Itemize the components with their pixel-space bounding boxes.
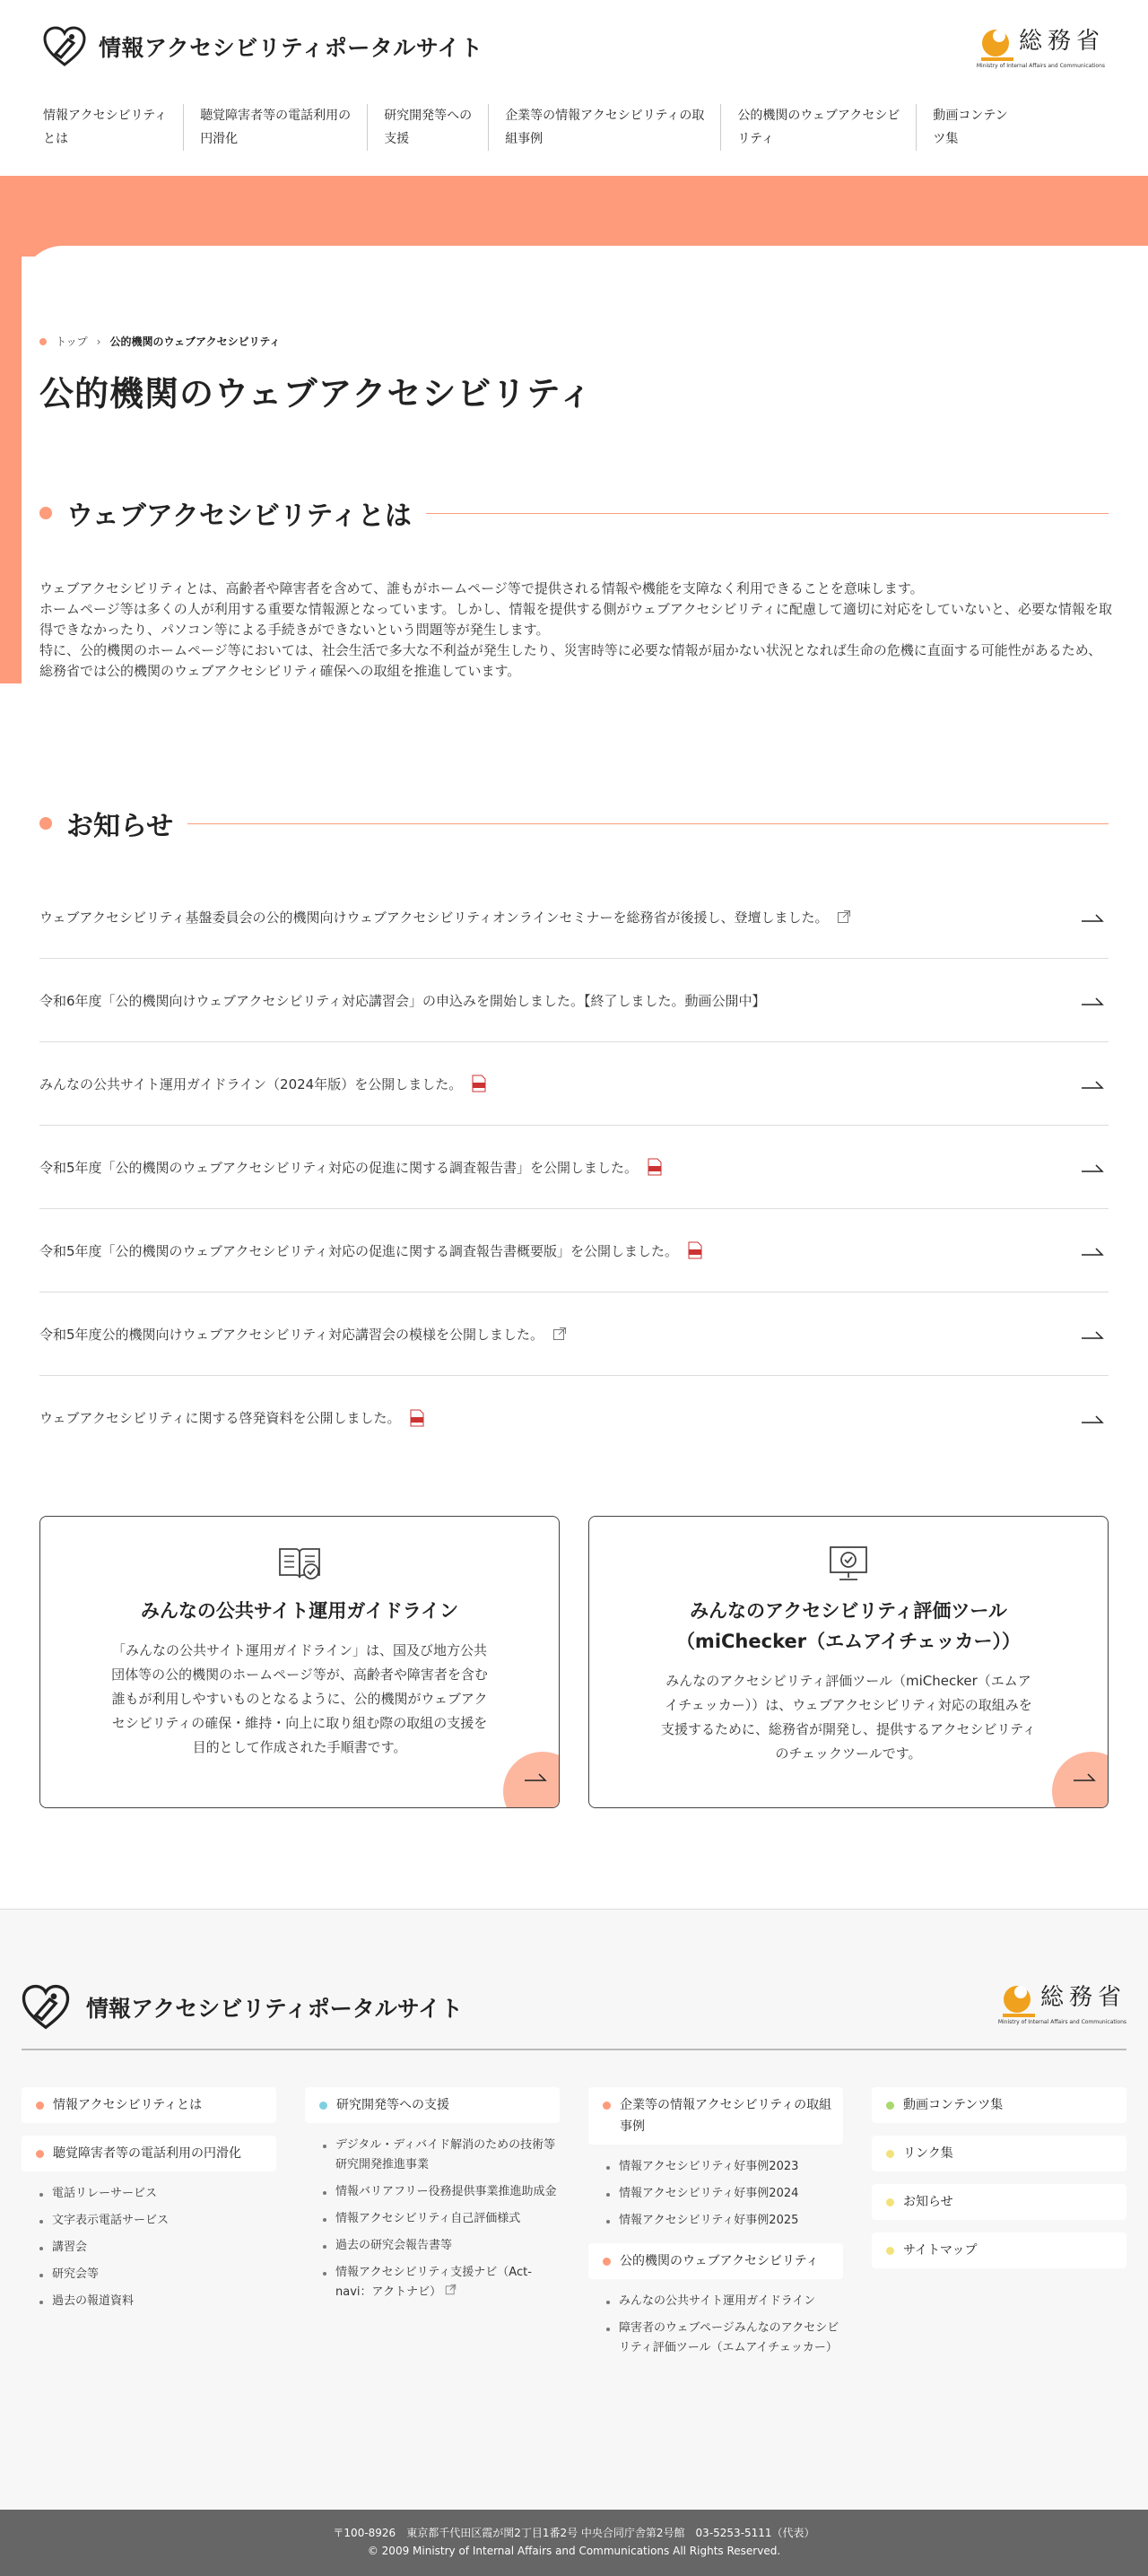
section-heading-about	[39, 493, 1109, 533]
bullet-dot	[603, 2258, 611, 2266]
news-item-text: ウェブアクセシビリティ基盤委員会の公的機関向けウェブアクセシビリティオンラインセミナーを総務省が後援し、登壇しました。	[39, 909, 829, 926]
nav-item-videos[interactable]: 動画コンテン ツ集	[916, 104, 1023, 151]
site-title: 情報アクセシビリティポータルサイト	[99, 35, 483, 61]
card-arrow-button[interactable]	[1052, 1752, 1109, 1808]
news-item-text: 令和6年度「公的機関向けウェブアクセシビリティ対応講習会」の申込みを開始しました。【終了しました。動画公開中】	[39, 992, 766, 1009]
pdf-icon	[471, 1075, 487, 1092]
footer-link-videos[interactable]: 動画コンテンツ集	[872, 2087, 1126, 2123]
hero-band	[0, 176, 1148, 257]
pdf-icon	[409, 1409, 425, 1427]
heart-hand-icon	[20, 1981, 72, 2033]
footer-sublink[interactable]: デジタル・ディバイド解消のための技術等研究開発推進事業	[321, 2132, 560, 2179]
footer-link-news[interactable]: お知らせ	[872, 2184, 1126, 2220]
monitor-check-icon	[825, 1544, 872, 1583]
site-footer	[0, 1909, 1148, 2510]
external-link-icon	[445, 2284, 457, 2295]
breadcrumb-dot	[39, 338, 47, 345]
mic-logo-link[interactable]	[976, 27, 1105, 69]
bullet-dot	[603, 2102, 611, 2110]
arrow-right-icon	[1080, 1161, 1105, 1173]
bullet-dot	[886, 2247, 894, 2255]
news-item[interactable]	[39, 1126, 1109, 1209]
footer-sublist	[588, 2154, 843, 2234]
news-item-text: 令和5年度公的機関向けウェブアクセシビリティ対応講習会の模様を公開しました。	[39, 1326, 544, 1343]
footer-link-sitemap[interactable]: サイトマップ	[872, 2232, 1126, 2268]
breadcrumb-separator: ›	[96, 335, 101, 348]
news-list	[39, 875, 1109, 1459]
intro-text	[39, 579, 1112, 682]
footer-bottom-bar	[0, 2510, 1148, 2576]
pdf-icon	[687, 1241, 703, 1259]
footer-link-public-web[interactable]: 公的機関のウェブアクセシビリティ	[588, 2243, 843, 2279]
footer-column	[588, 2087, 843, 2371]
footer-divider	[22, 2049, 1126, 2050]
footer-sublink[interactable]: 障害者のウェブページみんなのアクセシビリティ評価ツール（エムアイチェッカー）	[604, 2315, 843, 2362]
news-item-text: みんなの公共サイト運用ガイドライン（2024年版）を公開しました。	[39, 1075, 463, 1092]
footer-copyright: © 2009 Ministry of Internal Affairs and Communications All Rights Reserved.	[367, 2545, 781, 2557]
section-heading-news	[39, 804, 1109, 843]
heading-dot	[39, 507, 52, 519]
nav-item-research[interactable]: 研究開発等への 支援	[367, 104, 488, 151]
news-item[interactable]	[39, 1209, 1109, 1292]
book-check-icon	[276, 1544, 323, 1583]
breadcrumb	[39, 334, 280, 349]
section-title-about: ウェブアクセシビリティとは	[66, 500, 412, 532]
footer-sublink[interactable]: 過去の研究会報告書等	[321, 2232, 560, 2259]
arrow-right-icon	[1080, 1244, 1105, 1257]
mic-emblem-icon	[1003, 1983, 1035, 2019]
arrow-right-icon	[1080, 1077, 1105, 1090]
footer-column	[305, 2087, 560, 2315]
bullet-dot	[886, 2150, 894, 2158]
footer-site-title: 情報アクセシビリティポータルサイト	[86, 1996, 464, 2022]
bullet-dot	[886, 2102, 894, 2110]
mic-name: 総務省	[1039, 1984, 1126, 2011]
footer-column	[872, 2087, 1126, 2281]
bullet-dot	[319, 2102, 327, 2110]
news-item-text: 令和5年度「公的機関のウェブアクセシビリティ対応の促進に関する調査報告書概要版」を公開しました。	[39, 1242, 678, 1259]
news-item[interactable]	[39, 1042, 1109, 1126]
footer-sublink[interactable]: 情報アクセシビリティ好事例2024	[604, 2180, 843, 2207]
footer-link-telephone[interactable]: 聴覚障害者等の電話利用の円滑化	[22, 2136, 276, 2171]
arrow-right-icon	[1080, 1412, 1105, 1424]
mic-subtitle: Ministry of Internal Affairs and Communications	[997, 2019, 1126, 2025]
footer-sublink[interactable]: 講習会	[38, 2234, 276, 2261]
breadcrumb-current: 公的機関のウェブアクセシビリティ	[109, 335, 281, 348]
footer-sublink[interactable]: 電話リレーサービス	[38, 2180, 276, 2207]
intro-paragraph: ホームページ等は多くの人が利用する重要な情報源となっています。しかし、情報を提供する側がウェブアクセシビリティに配慮して適切に対応をしていないと、必要な情報を取得できなかったり、パソコン等による手続きができないという問題等が発生します。	[39, 601, 1112, 638]
footer-link-links[interactable]: リンク集	[872, 2136, 1126, 2171]
footer-sublist	[588, 2288, 843, 2362]
footer-sublink[interactable]: 情報アクセシビリティ支援ナビ（Act-navi：アクトナビ）	[321, 2259, 560, 2306]
footer-sublist	[305, 2132, 560, 2306]
news-item[interactable]	[39, 959, 1109, 1042]
heading-rule	[187, 823, 1109, 824]
footer-column	[22, 2087, 276, 2324]
footer-address: 〒100-8926 東京都千代田区霞が関2丁目1番2号 中央合同庁舎第2号館 03-5253-5111（代表）	[333, 2527, 815, 2539]
mic-subtitle: Ministry of Internal Affairs and Communications	[976, 63, 1105, 69]
heading-dot	[39, 817, 52, 830]
card-title: みんなの公共サイト運用ガイドライン	[140, 1600, 459, 1622]
section-title-news: お知らせ	[66, 811, 174, 842]
arrow-right-icon	[1080, 994, 1105, 1006]
hero-side-accent	[0, 176, 22, 683]
footer-sublink[interactable]: 研究会等	[38, 2261, 276, 2288]
footer-link-research[interactable]: 研究開発等への支援	[305, 2087, 560, 2123]
news-item[interactable]	[39, 1376, 1109, 1459]
guideline-card[interactable]	[39, 1516, 560, 1808]
nav-item-cases[interactable]: 企業等の情報アクセシビリティの取 組事例	[488, 104, 720, 151]
external-link-icon	[552, 1327, 567, 1341]
external-link-icon	[837, 909, 851, 924]
site-logo-link[interactable]	[41, 23, 483, 70]
michecker-card[interactable]	[588, 1516, 1109, 1808]
mic-emblem-icon	[981, 27, 1013, 63]
footer-sublink[interactable]: みんなの公共サイト運用ガイドライン	[604, 2288, 843, 2315]
mic-name: 総務省	[1018, 28, 1105, 55]
nav-item-public-web[interactable]: 公的機関のウェブアクセシビ リティ	[720, 104, 916, 151]
global-nav	[32, 104, 1024, 151]
news-item[interactable]	[39, 875, 1109, 959]
footer-sublink[interactable]: 情報アクセシビリティ好事例2025	[604, 2207, 843, 2234]
footer-link-cases[interactable]: 企業等の情報アクセシビリティの取組事例	[588, 2087, 843, 2145]
bullet-dot	[36, 2102, 44, 2110]
arrow-right-icon	[1072, 1770, 1097, 1782]
news-item-text: ウェブアクセシビリティに関する啓発資料を公開しました。	[39, 1410, 401, 1426]
arrow-right-icon	[523, 1770, 548, 1782]
card-description: みんなのアクセシビリティ評価ツール（miChecker（エムアイチェッカー））は、ウェブアクセシビリティ対応の取組みを支援するために、総務省が開発し、提供するアクセシビリティのチェックツールです。	[660, 1673, 1037, 1762]
intro-paragraph: ウェブアクセシビリティとは、高齢者や障害者を含めて、誰もがホームページ等で提供される情報や機能を支障なく利用できることを意味します。	[39, 580, 924, 596]
arrow-right-icon	[1080, 1327, 1105, 1340]
footer-link-about[interactable]: 情報アクセシビリティとは	[22, 2087, 276, 2123]
news-item[interactable]	[39, 1292, 1109, 1376]
footer-mic-logo-link[interactable]	[997, 1983, 1126, 2025]
bullet-dot	[36, 2150, 44, 2158]
card-description: 「みんなの公共サイト運用ガイドライン」は、国及び地方公共団体等の公的機関のホームページ等が、高齢者や障害者を含む誰もが利用しやすいものとなるように、公的機関がウェブアクセシビリティの確保・維持・向上に取り組む際の取組の支援を目的として作成された手順書です。	[111, 1642, 488, 1755]
page-title: 公的機関のウェブアクセシビリティ	[39, 374, 594, 413]
footer-sublink[interactable]: 過去の報道資料	[38, 2288, 276, 2315]
footer-logo-link[interactable]	[20, 1981, 463, 2033]
news-item-text: 令和5年度「公的機関のウェブアクセシビリティ対応の促進に関する調査報告書」を公開しました。	[39, 1159, 638, 1176]
intro-paragraph: 特に、公的機関のホームページ等においては、社会生活で多大な不利益が発生したり、災害時等に必要な情報が届かない状況となれば生命の危機に直面する可能性があるため、総務省では公的機関のウェブアクセシビリティ確保への取組を推進しています。	[39, 642, 1102, 679]
heart-hand-icon	[41, 23, 88, 70]
footer-sublink[interactable]: 情報アクセシビリティ好事例2023	[604, 2154, 843, 2180]
pdf-icon	[647, 1158, 663, 1176]
card-title: みんなのアクセシビリティ評価ツール （miChecker（エムアイチェッカー））	[675, 1600, 1022, 1652]
arrow-right-icon	[1080, 910, 1105, 923]
footer-sublink[interactable]: 文字表示電話サービス	[38, 2207, 276, 2234]
nav-item-about[interactable]: 情報アクセシビリティ とは	[43, 109, 168, 146]
nav-item-telephone[interactable]: 聴覚障害者等の電話利用の 円滑化	[183, 104, 367, 151]
site-header	[0, 0, 1148, 176]
heading-rule	[426, 513, 1109, 514]
card-arrow-button[interactable]	[503, 1752, 560, 1808]
footer-sublink[interactable]: 情報アクセシビリティ自己評価様式	[321, 2206, 560, 2232]
footer-sublist	[22, 2180, 276, 2315]
breadcrumb-home-link[interactable]: トップ	[56, 335, 88, 348]
footer-sublink[interactable]: 情報バリアフリー役務提供事業推進助成金	[321, 2179, 560, 2206]
bullet-dot	[886, 2198, 894, 2206]
